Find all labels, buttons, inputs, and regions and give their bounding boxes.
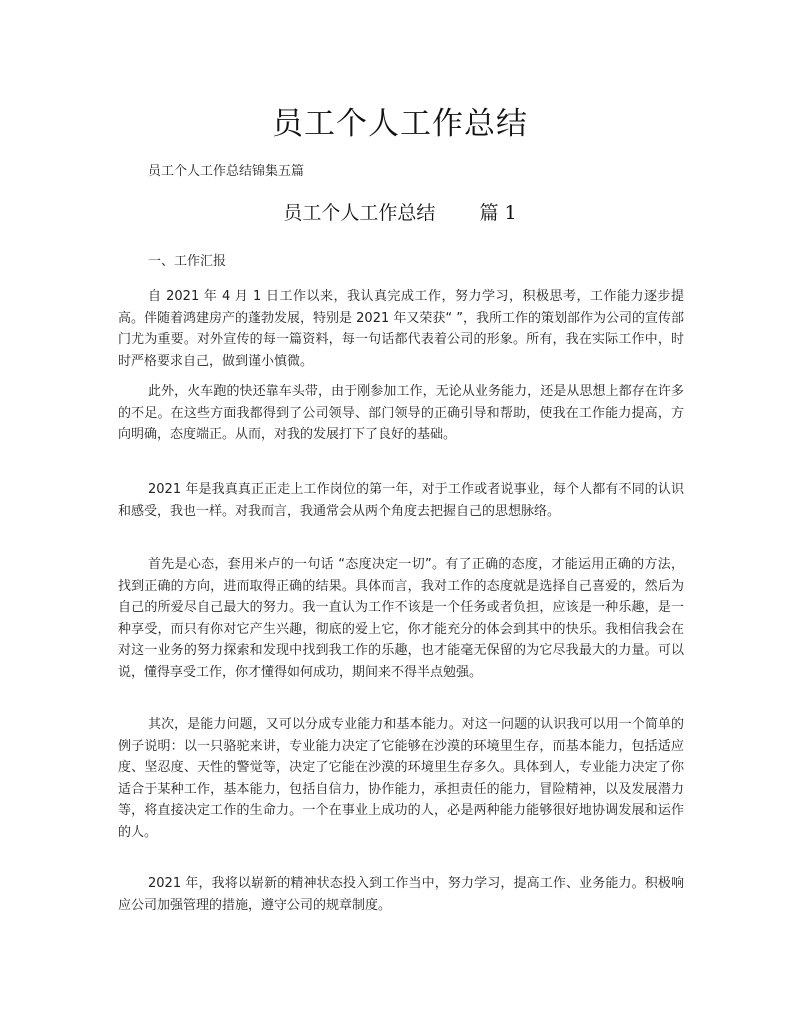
paragraph: 其次，是能力问题，又可以分成专业能力和基本能力。对这一问题的认识我可以用一个简单的例子说明：以一只骆驼来讲，专业能力决定了它能够在沙漠的环境里生存，而基本能力，包括适应度、坚忍度、天性的警觉等，决定了它能在沙漠的环境里生存多久。具体到人，专业能力决定了你适合于某种工作，基本能力，包括自信力，协作能力，承担责任的能力，冒险精神，以及发展潜力等，将直接决定工作的生命力。一个在事业上成功的人，必是两种能力能够很好地协调发展和运作的人。 (118, 717, 684, 840)
section-number: 篇 1 (479, 202, 517, 224)
paragraph: 2021 年，我将以崭新的精神状态投入到工作当中，努力学习，提高工作、业务能力。积极响应公司加强管理的措施，遵守公司的规章制度。 (118, 876, 684, 913)
paragraph: 首先是心态，套用米卢的一句话 “态度决定一切”。有了正确的态度，才能运用正确的方法，找到正确的方向，进而取得正确的结果。具体而言，我对工作的态度就是选择自己喜爱的，然后为自己的所爱尽自己最大的努力。我一直认为工作不该是一个任务或者负担，应该是一种乐趣，是一种享受，而只有你对它产生兴趣，彻底的爱上它，你才能充分的体会到其中的快乐。我相信我会在对这一业务的努力探索和发现中找到我工作的乐趣，也才能毫无保留的为它尽我最大的力量。可以说，懂得享受工作，你才懂得如何成功，期间来不得半点勉强。 (118, 557, 684, 680)
paragraph: 自 2021 年 4 月 1 日工作以来，我认真完成工作，努力学习，积极思考，工作能力逐步提高。伴随着鸿建房产的蓬勃发展，特别是 2021 年又荣获“ ”，我所工作的策划部作为公司的宣传部门尤为重要。对外宣传的每一篇资料，每一句话都代表着公司的形象。所有，我在实际工作中，时时严格要求自己，做到谨小慎微。 (118, 289, 684, 369)
section-title-text: 员工个人工作总结 (283, 202, 436, 224)
paragraph: 此外，火车跑的快还靠车头带，由于刚参加工作，无论从业务能力，还是从思想上都存在许多的不足。在这些方面我都得到了公司领导、部门领导的正确引导和帮助，使我在工作能力提高，方向明确，态度端正。从而，对我的发展打下了良好的基础。 (118, 384, 684, 442)
document-title: 员工个人工作总结 (272, 106, 528, 142)
document-subtitle: 员工个人工作总结锦集五篇 (148, 164, 305, 179)
paragraph: 2021 年是我真真正正走上工作岗位的第一年，对于工作或者说事业，每个人都有不同的认识和感受，我也一样。对我而言，我通常会从两个角度去把握自己的思想脉络。 (118, 482, 684, 519)
section-heading: 一、工作汇报 (148, 254, 227, 269)
section-title (0, 198, 800, 225)
